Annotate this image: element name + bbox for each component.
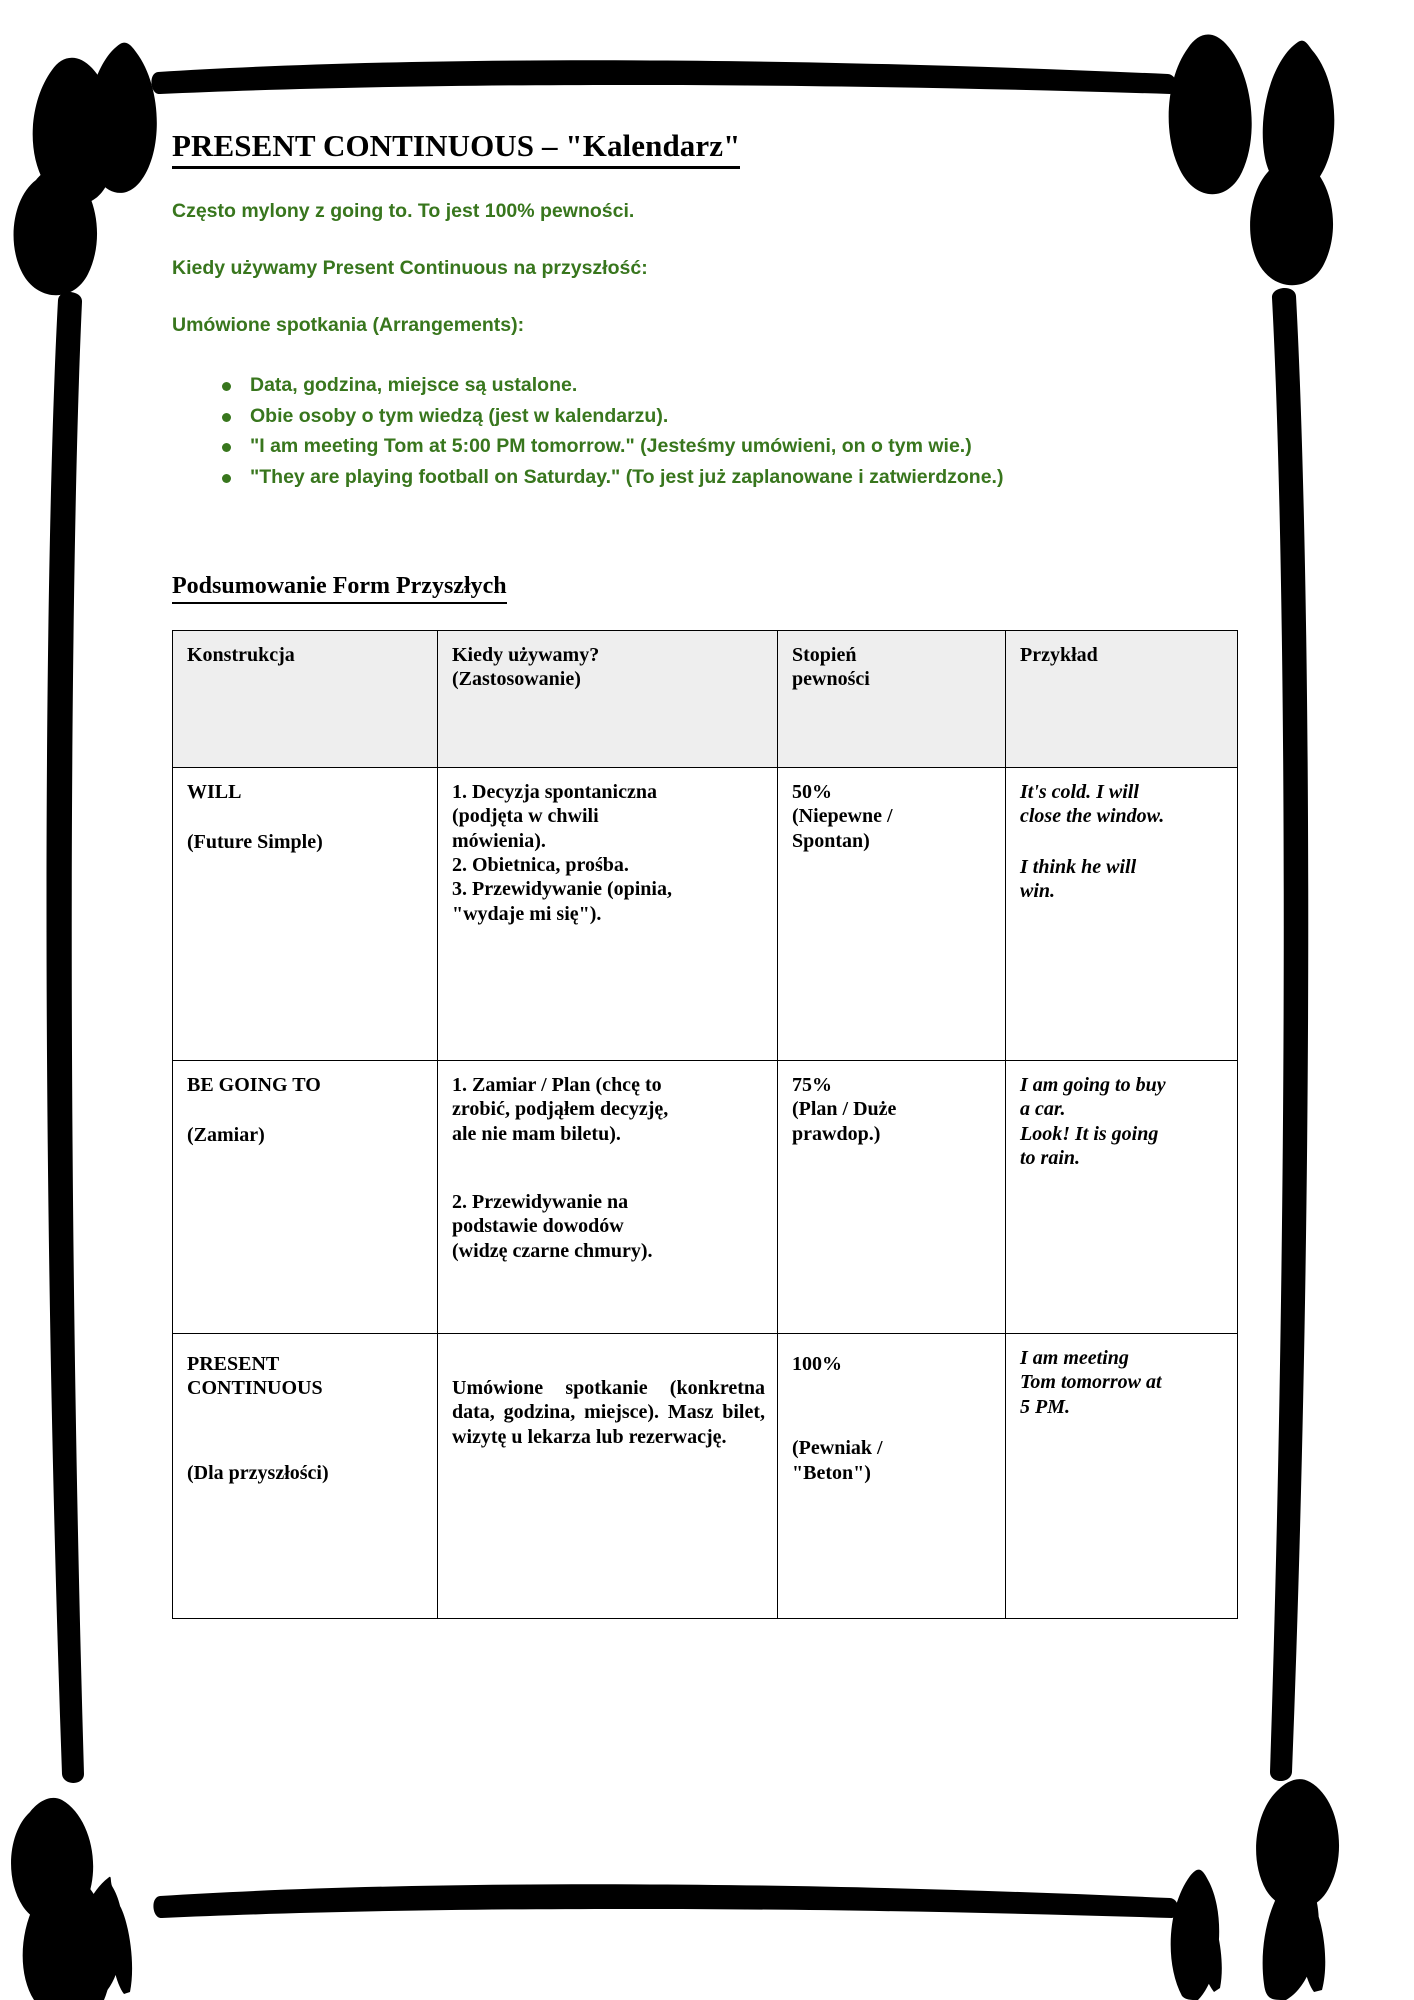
header-line: Kiedy używamy? (452, 643, 600, 666)
certainty-line: prawdop.) (792, 1122, 881, 1145)
example-line: I am going to buy (1020, 1073, 1166, 1096)
example-line: a car. (1020, 1098, 1066, 1121)
list-item: Data, godzina, miejsce są ustalone. (220, 371, 1070, 400)
column-header-konstrukcja: Konstrukcja (173, 630, 438, 767)
cell-certainty (778, 1060, 1006, 1333)
certainty-line: "Beton") (792, 1461, 871, 1484)
certainty-line: (Plan / Duże (792, 1098, 897, 1121)
example-line: close the window. (1020, 805, 1165, 828)
construction-name: PRESENT (187, 1352, 280, 1375)
certainty-value: 100% (792, 1352, 842, 1375)
usage-line: (widzę czarne chmury). (452, 1239, 653, 1262)
example-line: win. (1020, 880, 1056, 903)
certainty-line: 75% (792, 1073, 832, 1096)
certainty-line: (Pewniak / (792, 1437, 883, 1460)
page-title: PRESENT CONTINUOUS – "Kalendarz" (172, 128, 740, 169)
construction-subtitle: (Dla przyszłości) (187, 1461, 329, 1484)
arrangements-bullet-list (172, 371, 1238, 492)
table-row (173, 1333, 1238, 1618)
example-line: Look! It is going (1020, 1122, 1159, 1145)
example-line: Tom tomorrow at (1020, 1371, 1162, 1394)
cell-usage (438, 1060, 778, 1333)
usage-line: ale nie mam biletu). (452, 1122, 621, 1145)
cell-usage (438, 767, 778, 1060)
column-header-zastosowanie (438, 630, 778, 767)
usage-line: 1. Decyzja spontaniczna (452, 780, 657, 803)
construction-subtitle: (Future Simple) (187, 831, 323, 854)
cell-construction (173, 1060, 438, 1333)
cell-construction (173, 1333, 438, 1618)
header-line: pewności (792, 668, 870, 691)
example-line: 5 PM. (1020, 1395, 1070, 1418)
table-row (173, 1060, 1238, 1333)
cell-example (1006, 767, 1238, 1060)
certainty-line: Spontan) (792, 829, 870, 852)
list-item: Obie osoby o tym wiedzą (jest w kalendarzu). (220, 402, 1070, 431)
section-title: Podsumowanie Form Przyszłych (172, 572, 507, 604)
certainty-line: (Niepewne / (792, 805, 893, 828)
usage-line: 3. Przewidywanie (opinia, (452, 878, 672, 901)
example-line: I am meeting (1020, 1346, 1129, 1369)
usage-line: 2. Przewidywanie na (452, 1191, 629, 1214)
example-line: It's cold. I will (1020, 780, 1139, 803)
usage-line: "wydaje mi się"). (452, 902, 602, 925)
usage-line: (podjęta w chwili (452, 805, 599, 828)
example-line: to rain. (1020, 1147, 1081, 1170)
cell-usage: Umówione spotkanie (konkretna data, godzina, miejsce). Masz bilet, wizytę u lekarza lub rezerwację. (438, 1333, 778, 1618)
construction-name: BE GOING TO (187, 1073, 321, 1096)
construction-name: WILL (187, 780, 242, 803)
usage-line: 1. Zamiar / Plan (chcę to (452, 1073, 662, 1096)
table-header-row (173, 630, 1238, 767)
certainty-line: 50% (792, 780, 832, 803)
list-item: "They are playing football on Saturday." (To jest już zaplanowane i zatwierdzone.) (220, 463, 1070, 492)
usage-line: 2. Obietnica, prośba. (452, 854, 629, 877)
construction-name: CONTINUOUS (187, 1377, 323, 1400)
usage-line: podstawie dowodów (452, 1215, 624, 1238)
example-line: I think he will (1020, 855, 1137, 878)
intro-line-3: Umówione spotkania (Arrangements): (172, 314, 525, 337)
intro-line-2: Kiedy używamy Present Continuous na przyszłość: (172, 256, 648, 279)
cell-example (1006, 1060, 1238, 1333)
list-item: "I am meeting Tom at 5:00 PM tomorrow." (Jesteśmy umówieni, on o tym wie.) (220, 432, 1070, 461)
future-forms-summary-table (172, 630, 1238, 1619)
cell-certainty (778, 1333, 1006, 1618)
construction-subtitle: (Zamiar) (187, 1124, 265, 1147)
cell-certainty (778, 767, 1006, 1060)
header-line: (Zastosowanie) (452, 668, 581, 691)
cell-construction (173, 767, 438, 1060)
table-row (173, 767, 1238, 1060)
intro-line-1: Często mylony z going to. To jest 100% pewności. (172, 199, 635, 222)
usage-line: zrobić, podjąłem decyzję, (452, 1098, 669, 1121)
column-header-stopien-pewnosci (778, 630, 1006, 767)
header-line: Stopień (792, 643, 857, 666)
cell-example (1006, 1333, 1238, 1618)
usage-line: mówienia). (452, 829, 546, 852)
column-header-przyklad: Przykład (1006, 630, 1238, 767)
